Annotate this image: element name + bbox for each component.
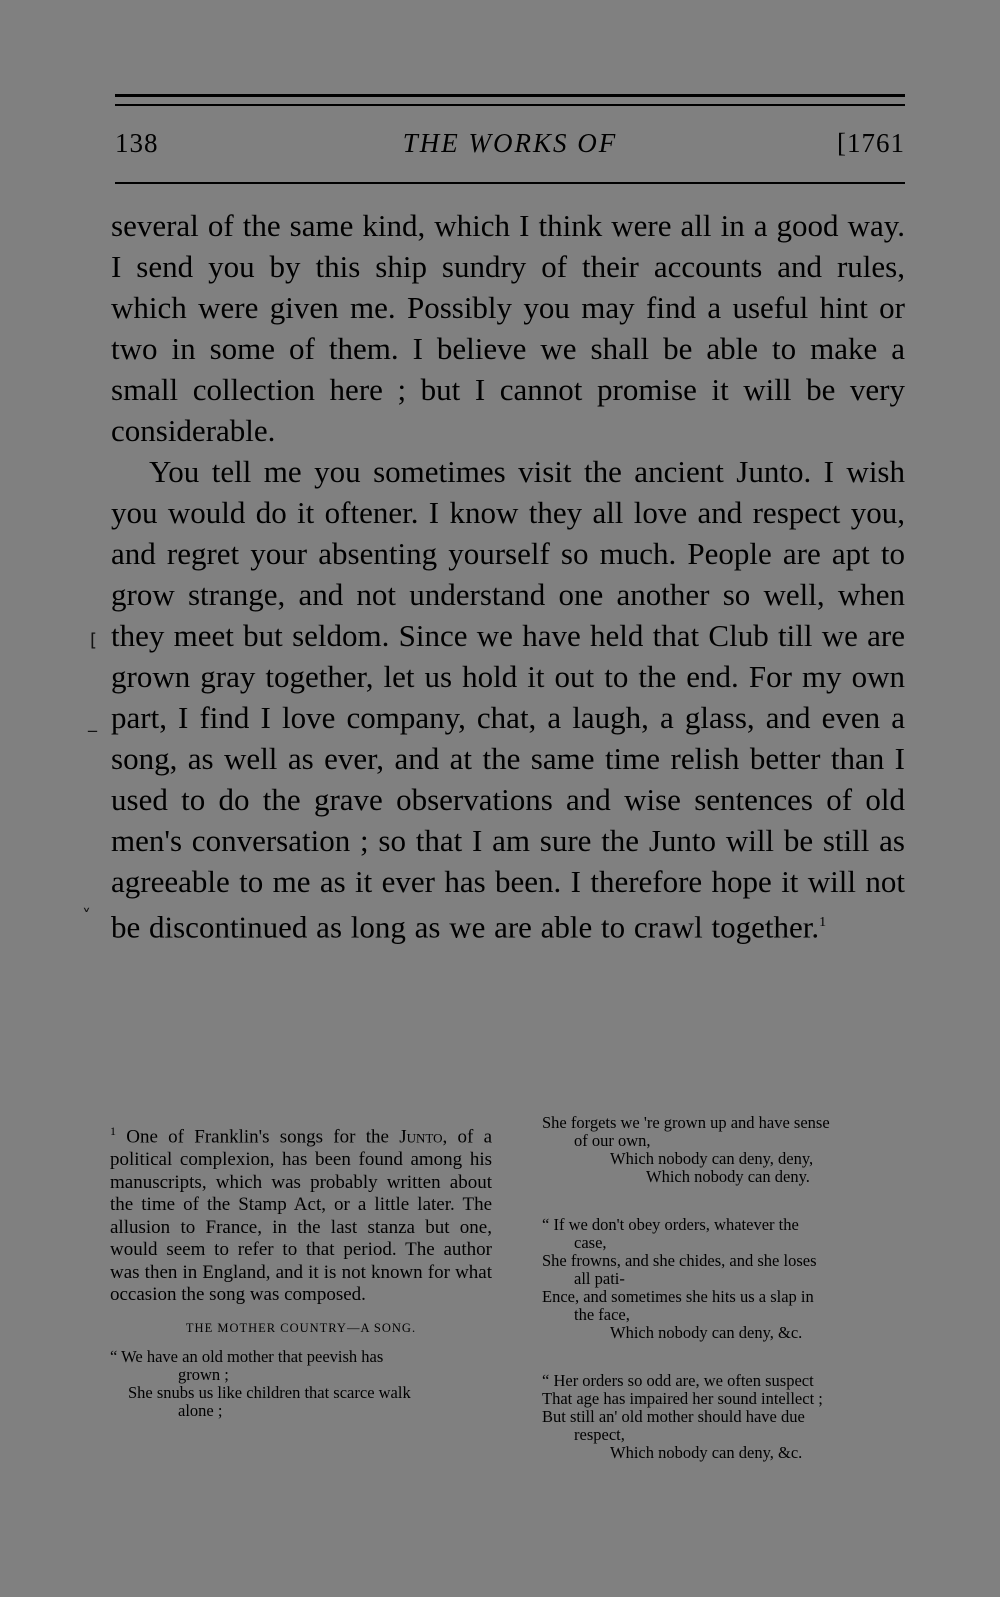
running-year: [1761 <box>837 128 905 158</box>
running-title: THE WORKS OF <box>402 128 618 158</box>
junto-smallcaps: Junto <box>399 1126 443 1148</box>
margin-bracket-mark: [ <box>90 630 98 651</box>
margin-check-mark: ˅ <box>82 906 91 927</box>
margin-underline-mark: _ <box>88 712 97 733</box>
main-text <box>111 205 905 947</box>
footnote-column-right <box>542 1114 905 1492</box>
paragraph-2 <box>111 451 905 947</box>
footnote-column-left <box>110 1120 492 1420</box>
paragraph-1: several of the same kind, which I think were all in a good way. I send you by this ship sundry of their accounts and rules, which were given me. Possibly you may find a useful hint or two in some of them. I believe we shall be able to make a small collection here ; but I cannot promise it will be very considerable. <box>111 208 905 448</box>
footnote-reference: 1 <box>819 915 827 930</box>
stanza-2: “ If we don't obey orders, whatever the case, She frowns, and she chides, and she loses all pati- Ence, and sometimes she hits us a slap in the face, Which nobody can deny, &c. <box>542 1215 817 1342</box>
header-rule-bottom <box>115 182 905 184</box>
header-rule-top-inner <box>115 104 905 106</box>
stanza-1: “ We have an old mother that peevish has grown ; She snubs us like children that scarce walk alone ; <box>110 1346 411 1420</box>
header-rule-top <box>115 94 905 97</box>
footnote-text: $^1$ One of Franklin's songs for the Junto, of a political complexion, has been found among his manuscripts, which was probably written about the time of the Stamp Act, or a little later. The allusion to France, in the last stanza but one, would seem to refer to that period. The author was then in England, and it is not known for what occasion the song was composed. <box>110 1124 493 1306</box>
paragraph-2-text: You tell me you sometimes visit the ancient Junto. I wish you would do it oftener. I know they all love and respect you, and regret your absenting yourself so much. People are apt to grow strange, and not understand one another so well, when they meet but seldom. Since we have held that Club till we are grown gray together, let us hold it out to the end. For my own part, I find I love company, chat, a laugh, a glass, and even a song, as well as ever, and at the same time relish better than I used to do the grave observations and wise sentences of old men's conversation ; so that I am sure the Junto will be still as agreeable to me as it ever has been. I therefore hope it will not be discontinued as long as we are able to crawl together. <box>111 454 905 945</box>
footnote-marker: 1 <box>110 1124 116 1138</box>
footnotes <box>110 1113 905 1480</box>
stanza-3: “ Her orders so odd are, we often suspect That age has impaired her sound intellect ; But still an' old mother should have due respect, Which nobody can deny, &c. <box>542 1371 823 1462</box>
stanza-1-continued: She forgets we 're grown up and have sense of our own, Which nobody can deny, deny, Which nobody can deny. <box>542 1113 830 1186</box>
page-number: 138 <box>115 128 159 158</box>
running-head <box>115 128 905 168</box>
song-title: THE MOTHER COUNTRY—A SONG. <box>185 1321 417 1336</box>
